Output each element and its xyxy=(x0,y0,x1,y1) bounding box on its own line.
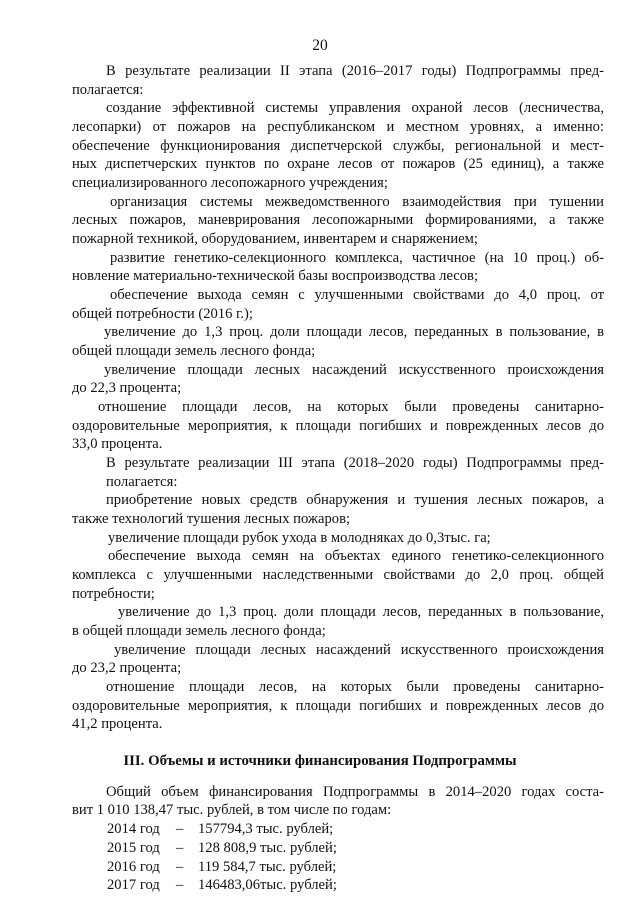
text-line: также технологий тушения лесных пожаров; xyxy=(72,511,351,527)
text-line: пожарной техникой, оборудованием, инвентарем и снаряжением; xyxy=(72,231,478,247)
text-line: В результате реализации III этапа (2018–2020 годы) Подпрограммы пред- xyxy=(106,455,604,471)
text-line: комплекса с улучшенными наследственными свойствами до 2,0 проц. общей xyxy=(72,567,604,583)
financing-dash: – xyxy=(176,877,184,893)
financing-amount: 146483,06тыс. рублей; xyxy=(198,877,337,893)
text-line: до 23,2 процента; xyxy=(72,660,182,676)
financing-year: 2015 год xyxy=(107,840,160,856)
text-line: обеспечение выхода семян на объектах единого генетико-селекционного xyxy=(108,548,604,564)
text-line: оздоровительные мероприятия, к площади погибших и поврежденных лесов до xyxy=(72,698,604,714)
text-line: увеличение площади лесных насаждений искусственного происхождения xyxy=(114,642,604,658)
text-line: полагается: xyxy=(106,474,178,490)
text-line: увеличение площади лесных насаждений искусственного происхождения xyxy=(104,362,604,378)
text-line: увеличение площади рубок ухода в молодняках до 0,3тыс. га; xyxy=(108,530,491,546)
text-line: обеспечение выхода семян с улучшенными свойствами до 4,0 проц. от xyxy=(110,287,604,303)
financing-amount: 128 808,9 тыс. рублей; xyxy=(198,840,337,856)
financing-amount: 119 584,7 тыс. рублей; xyxy=(198,859,337,875)
financing-intro-line: вит 1 010 138,47 тыс. рублей, в том числе по годам: xyxy=(72,802,392,818)
text-line: увеличение до 1,3 проц. доли площади лесов, переданных в пользование, xyxy=(118,604,604,620)
financing-year: 2014 год xyxy=(107,821,160,837)
financing-dash: – xyxy=(176,840,184,856)
text-line: развитие генетико-селекционного комплекса, частичное (на 10 проц.) об- xyxy=(110,250,604,266)
page-number: 20 xyxy=(312,37,328,54)
text-line: В результате реализации II этапа (2016–2017 годы) Подпрограммы пред- xyxy=(106,63,604,79)
text-line: отношение площади лесов, на которых были проведены санитарно- xyxy=(98,399,604,415)
financing-year: 2017 год xyxy=(107,877,160,893)
text-line: организация системы межведомственного взаимодействия при тушении xyxy=(110,194,604,210)
text-line: специализированного лесопожарного учреждения; xyxy=(72,175,388,191)
text-line: до 22,3 процента; xyxy=(72,380,182,396)
financing-dash: – xyxy=(176,859,184,875)
text-line: общей площади земель лесного фонда; xyxy=(72,343,316,359)
text-line: обеспечение функционирования диспетчерской службы, региональной и мест- xyxy=(72,138,604,154)
financing-intro-line: Общий объем финансирования Подпрограммы в 2014–2020 годах соста- xyxy=(106,784,604,800)
financing-amount: 157794,3 тыс. рублей; xyxy=(198,821,334,837)
text-line: увеличение до 1,3 проц. доли площади лесов, переданных в пользование, в xyxy=(104,324,604,340)
text-line: новление материально-технической базы воспроизводства лесов; xyxy=(72,268,479,284)
text-line: полагается: xyxy=(72,82,144,98)
text-line: лесопарки) от пожаров на республиканском и местном уровнях, а именно: xyxy=(72,119,604,135)
text-line: создание эффективной системы управления охраной лесов (лесничества, xyxy=(106,100,604,116)
text-line: оздоровительные мероприятия, к площади погибших и поврежденных лесов до xyxy=(72,418,604,434)
text-line: ных диспетчерских пунктов по охране лесов от пожаров (25 единиц), а также xyxy=(72,156,604,172)
text-line: 41,2 процента. xyxy=(72,716,163,732)
text-line: 33,0 процента. xyxy=(72,436,163,452)
text-line: общей потребности (2016 г.); xyxy=(72,306,253,322)
text-line: отношение площади лесов, на которых были проведены санитарно- xyxy=(106,679,604,695)
text-line: приобретение новых средств обнаружения и тушения лесных пожаров, а xyxy=(106,492,604,508)
financing-dash: – xyxy=(176,821,184,837)
financing-year: 2016 год xyxy=(107,859,160,875)
text-line: лесных пожаров, маневрирования лесопожарными формированиями, а также xyxy=(72,212,604,228)
text-line: потребности; xyxy=(72,586,155,602)
text-line: в общей площади земель лесного фонда; xyxy=(72,623,326,639)
section-heading: III. Объемы и источники финансирования Подпрограммы xyxy=(123,753,517,769)
